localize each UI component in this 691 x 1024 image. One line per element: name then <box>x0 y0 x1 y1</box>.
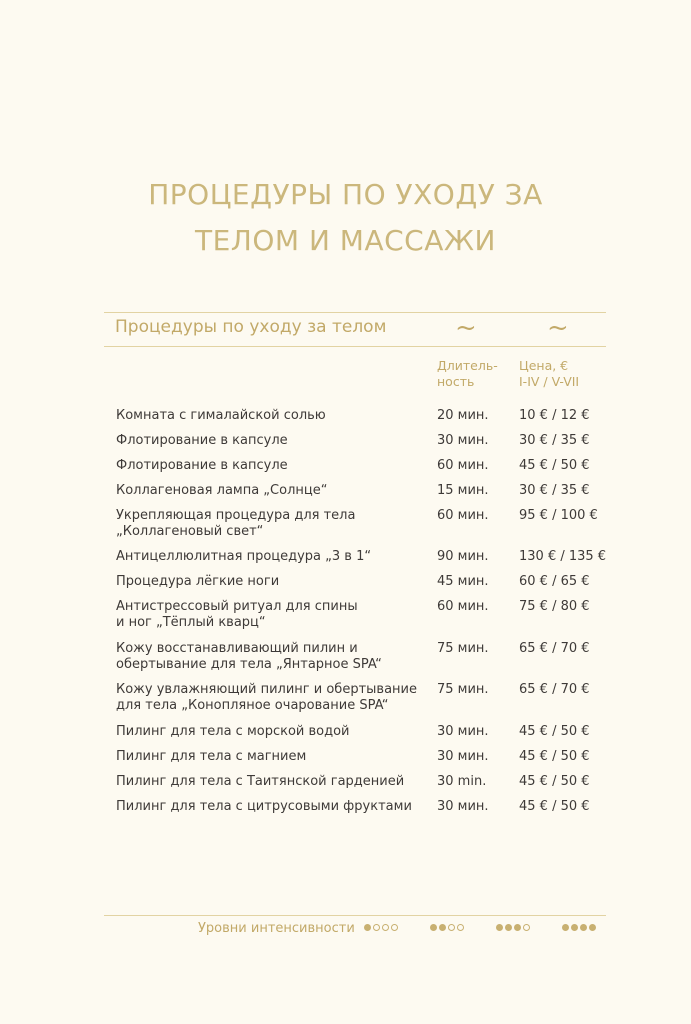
empty-dot-icon <box>382 924 389 931</box>
treatment-name <box>116 749 426 765</box>
treatment-name-line: Антицеллюлитная процедура „3 в 1“ <box>116 549 372 564</box>
intensity-label: Уровни интенсивности <box>198 921 355 936</box>
treatment-name-line: для тела „Конопляное очарование SPA“ <box>116 698 389 713</box>
section-bottom-divider <box>104 346 606 347</box>
treatment-name-line: Пилинг для тела с Таитянской гарденией <box>116 774 405 789</box>
price-header-line-1: Цена, € <box>519 358 569 373</box>
treatment-name-line: Укрепляющая процедура для тела <box>116 508 356 523</box>
treatment-duration: 75 мин. <box>437 641 489 656</box>
treatment-duration: 45 мин. <box>437 574 489 589</box>
empty-dot-icon <box>457 924 464 931</box>
treatment-price: 45 € / 50 € <box>519 799 590 814</box>
treatment-name-line: Пилинг для тела с морской водой <box>116 724 350 739</box>
filled-dot-icon <box>505 924 512 931</box>
treatment-price: 60 € / 65 € <box>519 574 590 589</box>
treatment-duration: 60 мин. <box>437 458 489 473</box>
treatment-name <box>116 508 426 540</box>
treatment-name-line: Флотирование в капсуле <box>116 433 288 448</box>
empty-dot-icon <box>391 924 398 931</box>
treatment-name-line: Комната с гималайской солью <box>116 408 326 423</box>
treatment-price: 30 € / 35 € <box>519 483 590 498</box>
filled-dot-icon <box>364 924 371 931</box>
treatment-name <box>116 574 426 590</box>
treatment-name <box>116 799 426 815</box>
treatment-name <box>116 724 426 740</box>
section-top-divider <box>104 312 606 313</box>
treatment-name <box>116 408 426 424</box>
treatment-price: 45 € / 50 € <box>519 774 590 789</box>
intensity-level-4 <box>562 924 596 931</box>
treatment-price: 10 € / 12 € <box>519 408 590 423</box>
treatment-name-line: Флотирование в капсуле <box>116 458 288 473</box>
treatment-price: 65 € / 70 € <box>519 641 590 656</box>
treatment-duration: 30 мин. <box>437 433 489 448</box>
treatment-name <box>116 549 426 565</box>
treatment-name-line: и ног „Тёплый кварц“ <box>116 615 266 630</box>
treatment-duration: 60 мин. <box>437 508 489 523</box>
treatment-price: 65 € / 70 € <box>519 682 590 697</box>
treatment-duration: 60 мин. <box>437 599 489 614</box>
treatment-duration: 30 мин. <box>437 749 489 764</box>
filled-dot-icon <box>514 924 521 931</box>
treatment-price: 45 € / 50 € <box>519 749 590 764</box>
treatment-name <box>116 682 426 714</box>
treatment-duration: 30 мин. <box>437 799 489 814</box>
treatment-name <box>116 433 426 449</box>
treatment-price: 30 € / 35 € <box>519 433 590 448</box>
treatment-duration: 90 мин. <box>437 549 489 564</box>
treatment-name-line: Пилинг для тела с цитрусовыми фруктами <box>116 799 412 814</box>
treatment-name <box>116 458 426 474</box>
page-title-line-2: ТЕЛОМ И МАССАЖИ <box>195 224 496 257</box>
filled-dot-icon <box>571 924 578 931</box>
duration-header-line-1: Длитель- <box>437 358 498 373</box>
filled-dot-icon <box>589 924 596 931</box>
footer-divider <box>104 915 606 916</box>
treatment-name <box>116 483 426 499</box>
treatment-name-line: „Коллагеновый свет“ <box>116 524 264 539</box>
treatment-name-line: Кожу увлажняющий пилинг и обертывание <box>116 682 417 697</box>
duration-header-line-2: ность <box>437 374 475 389</box>
empty-dot-icon <box>373 924 380 931</box>
filled-dot-icon <box>496 924 503 931</box>
treatment-name-line: Кожу восстанавливающий пилин и <box>116 641 358 656</box>
treatment-duration: 30 min. <box>437 774 487 789</box>
page-title-line-1: ПРОЦЕДУРЫ ПО УХОДУ ЗА <box>148 178 543 211</box>
filled-dot-icon <box>562 924 569 931</box>
duration-column-header <box>437 358 498 390</box>
treatment-duration: 20 мин. <box>437 408 489 423</box>
treatment-price: 130 € / 135 € <box>519 549 607 564</box>
treatment-price: 95 € / 100 € <box>519 508 598 523</box>
empty-dot-icon <box>523 924 530 931</box>
treatment-name <box>116 599 426 631</box>
filled-dot-icon <box>430 924 437 931</box>
treatment-name-line: Процедура лёгкие ноги <box>116 574 280 589</box>
intensity-level-2 <box>430 924 464 931</box>
treatment-name <box>116 641 426 673</box>
treatment-duration: 75 мин. <box>437 682 489 697</box>
section-title: Процедуры по уходу за телом <box>115 317 387 337</box>
filled-dot-icon <box>439 924 446 931</box>
intensity-level-3 <box>496 924 530 931</box>
intensity-level-1 <box>364 924 398 931</box>
treatment-price: 45 € / 50 € <box>519 724 590 739</box>
empty-dot-icon <box>448 924 455 931</box>
treatment-price: 45 € / 50 € <box>519 458 590 473</box>
page-title <box>0 172 691 264</box>
treatment-name-line: обертывание для тела „Янтарное SPA“ <box>116 657 382 672</box>
treatment-name <box>116 774 426 790</box>
duration-ornament: ~ <box>455 313 477 343</box>
price-column-header <box>519 358 579 390</box>
treatment-duration: 15 мин. <box>437 483 489 498</box>
price-ornament: ~ <box>547 313 569 343</box>
treatment-name-line: Антистрессовый ритуал для спины <box>116 599 358 614</box>
treatment-duration: 30 мин. <box>437 724 489 739</box>
treatment-price: 75 € / 80 € <box>519 599 590 614</box>
price-header-line-2: I-IV / V-VII <box>519 374 580 389</box>
filled-dot-icon <box>580 924 587 931</box>
treatment-name-line: Пилинг для тела с магнием <box>116 749 307 764</box>
treatment-name-line: Коллагеновая лампа „Солнце“ <box>116 483 328 498</box>
